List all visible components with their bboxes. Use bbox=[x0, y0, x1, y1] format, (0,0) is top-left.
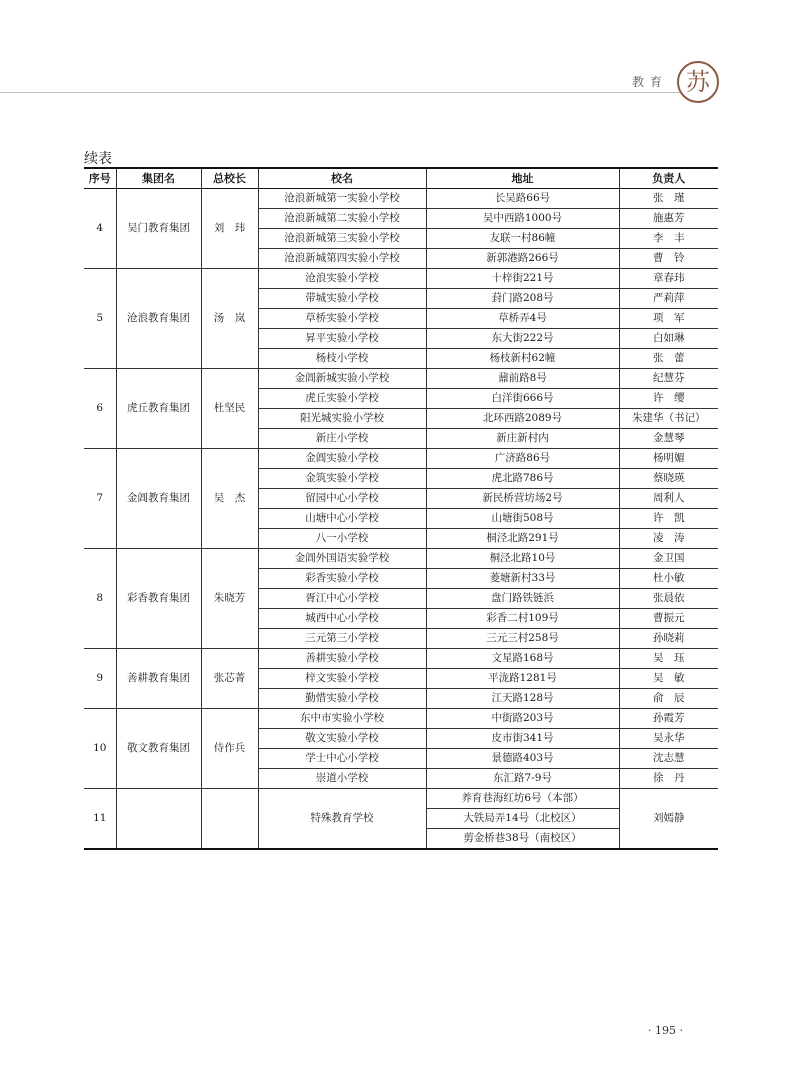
school-address: 长吴路66号 bbox=[426, 189, 619, 209]
school-head: 白如琳 bbox=[619, 329, 718, 349]
table-row bbox=[84, 449, 718, 469]
school-name: 金筑实验小学校 bbox=[258, 469, 426, 489]
school-head: 杜小敏 bbox=[619, 569, 718, 589]
school-head: 徐 丹 bbox=[619, 769, 718, 789]
school-head: 吴 敏 bbox=[619, 669, 718, 689]
school-address: 吴中西路1000号 bbox=[426, 209, 619, 229]
school-name: 金阊外国语实验学校 bbox=[258, 549, 426, 569]
school-address: 皮市街341号 bbox=[426, 729, 619, 749]
school-name: 新庄小学校 bbox=[258, 429, 426, 449]
group-number: 8 bbox=[84, 549, 116, 649]
school-name: 梓文实验小学校 bbox=[258, 669, 426, 689]
school-address: 广济路86号 bbox=[426, 449, 619, 469]
table-row bbox=[84, 649, 718, 669]
table-row bbox=[84, 549, 718, 569]
school-head: 沈志慧 bbox=[619, 749, 718, 769]
group-name bbox=[116, 789, 201, 850]
group-name: 虎丘教育集团 bbox=[116, 369, 201, 449]
table-row bbox=[84, 789, 718, 809]
table-row bbox=[84, 189, 718, 209]
school-address: 北环西路2089号 bbox=[426, 409, 619, 429]
school-name: 崇道小学校 bbox=[258, 769, 426, 789]
school-head: 李 丰 bbox=[619, 229, 718, 249]
group-number: 11 bbox=[84, 789, 116, 850]
school-head: 吴永华 bbox=[619, 729, 718, 749]
school-name: 八一小学校 bbox=[258, 529, 426, 549]
column-header-principal: 总校长 bbox=[201, 168, 258, 189]
school-group-table bbox=[84, 167, 718, 850]
column-header-address: 地址 bbox=[426, 168, 619, 189]
group-principal: 侍作兵 bbox=[201, 709, 258, 789]
group-principal: 刘 玮 bbox=[201, 189, 258, 269]
school-head: 张 瑾 bbox=[619, 189, 718, 209]
school-name: 沧浪新城第三实验小学校 bbox=[258, 229, 426, 249]
school-name: 昇平实验小学校 bbox=[258, 329, 426, 349]
school-head: 金慧琴 bbox=[619, 429, 718, 449]
school-address: 平泷路1281号 bbox=[426, 669, 619, 689]
group-principal: 朱晓芳 bbox=[201, 549, 258, 649]
group-number: 9 bbox=[84, 649, 116, 709]
school-address: 盘门路铁链浜 bbox=[426, 589, 619, 609]
school-address: 十梓街221号 bbox=[426, 269, 619, 289]
school-head: 许 缨 bbox=[619, 389, 718, 409]
school-name: 胥江中心小学校 bbox=[258, 589, 426, 609]
school-name: 留园中心小学校 bbox=[258, 489, 426, 509]
school-name: 善耕实验小学校 bbox=[258, 649, 426, 669]
group-principal: 张芯菁 bbox=[201, 649, 258, 709]
school-address: 杨枝新村62幢 bbox=[426, 349, 619, 369]
group-principal: 汤 岚 bbox=[201, 269, 258, 369]
school-address: 文星路168号 bbox=[426, 649, 619, 669]
group-name: 彩香教育集团 bbox=[116, 549, 201, 649]
table-row bbox=[84, 709, 718, 729]
school-name: 虎丘实验小学校 bbox=[258, 389, 426, 409]
school-address: 江天路128号 bbox=[426, 689, 619, 709]
school-address: 新民桥营坊场2号 bbox=[426, 489, 619, 509]
school-head: 孙晓莉 bbox=[619, 629, 718, 649]
school-name: 带城实验小学校 bbox=[258, 289, 426, 309]
column-header-school: 校名 bbox=[258, 168, 426, 189]
school-head: 俞 辰 bbox=[619, 689, 718, 709]
school-name: 山塘中心小学校 bbox=[258, 509, 426, 529]
school-address: 白洋街666号 bbox=[426, 389, 619, 409]
school-address: 鼐前路8号 bbox=[426, 369, 619, 389]
school-head: 曹 铃 bbox=[619, 249, 718, 269]
group-name: 吴门教育集团 bbox=[116, 189, 201, 269]
group-principal bbox=[201, 789, 258, 850]
school-name: 特殊教育学校 bbox=[258, 789, 426, 850]
column-header-group: 集团名 bbox=[116, 168, 201, 189]
header-rule bbox=[0, 92, 680, 93]
school-address: 桐泾北路10号 bbox=[426, 549, 619, 569]
school-head: 曹振元 bbox=[619, 609, 718, 629]
school-name: 勤惜实验小学校 bbox=[258, 689, 426, 709]
school-name: 东中市实验小学校 bbox=[258, 709, 426, 729]
group-principal: 杜坚民 bbox=[201, 369, 258, 449]
school-head: 吴 珏 bbox=[619, 649, 718, 669]
school-address: 景德路403号 bbox=[426, 749, 619, 769]
school-name: 城西中心小学校 bbox=[258, 609, 426, 629]
school-address: 剪金桥巷38号（南校区） bbox=[426, 829, 619, 850]
continued-label: 续表 bbox=[84, 151, 112, 167]
school-head: 张 蕾 bbox=[619, 349, 718, 369]
school-address: 中街路203号 bbox=[426, 709, 619, 729]
group-name: 敬文教育集团 bbox=[116, 709, 201, 789]
school-address: 彩香二村109号 bbox=[426, 609, 619, 629]
group-number: 4 bbox=[84, 189, 116, 269]
school-name: 金阊新城实验小学校 bbox=[258, 369, 426, 389]
group-name: 善耕教育集团 bbox=[116, 649, 201, 709]
school-head: 刘嫣静 bbox=[619, 789, 718, 850]
school-head: 朱建华（书记） bbox=[619, 409, 718, 429]
school-head: 许 凯 bbox=[619, 509, 718, 529]
table-row bbox=[84, 269, 718, 289]
school-name: 沧浪实验小学校 bbox=[258, 269, 426, 289]
school-head: 章春玮 bbox=[619, 269, 718, 289]
column-header-head: 负责人 bbox=[619, 168, 718, 189]
school-address: 山塘街508号 bbox=[426, 509, 619, 529]
table-row bbox=[84, 369, 718, 389]
school-address: 新郭港路266号 bbox=[426, 249, 619, 269]
school-name: 三元第三小学校 bbox=[258, 629, 426, 649]
table-header-row bbox=[84, 168, 718, 189]
school-address: 友联一村86幢 bbox=[426, 229, 619, 249]
school-address: 葑门路208号 bbox=[426, 289, 619, 309]
school-name: 敬文实验小学校 bbox=[258, 729, 426, 749]
group-number: 7 bbox=[84, 449, 116, 549]
school-name: 金阊实验小学校 bbox=[258, 449, 426, 469]
school-head: 蔡晓瑛 bbox=[619, 469, 718, 489]
school-address: 三元三村258号 bbox=[426, 629, 619, 649]
school-name: 沧浪新城第一实验小学校 bbox=[258, 189, 426, 209]
group-principal: 吴 杰 bbox=[201, 449, 258, 549]
page-number: · 195 · bbox=[648, 1024, 683, 1037]
school-name: 沧浪新城第四实验小学校 bbox=[258, 249, 426, 269]
school-head: 纪慧芬 bbox=[619, 369, 718, 389]
column-header-no: 序号 bbox=[84, 168, 116, 189]
school-address: 桐泾北路291号 bbox=[426, 529, 619, 549]
group-number: 6 bbox=[84, 369, 116, 449]
svg-text:苏: 苏 bbox=[686, 68, 710, 96]
school-name: 杨枝小学校 bbox=[258, 349, 426, 369]
school-address: 草桥弄4号 bbox=[426, 309, 619, 329]
school-head: 杨明媚 bbox=[619, 449, 718, 469]
school-head: 凌 涛 bbox=[619, 529, 718, 549]
school-address: 大铁局弄14号（北校区） bbox=[426, 809, 619, 829]
school-head: 孙霞芳 bbox=[619, 709, 718, 729]
school-head: 张晨依 bbox=[619, 589, 718, 609]
group-number: 5 bbox=[84, 269, 116, 369]
school-head: 周利人 bbox=[619, 489, 718, 509]
school-address: 东大街222号 bbox=[426, 329, 619, 349]
school-name: 草桥实验小学校 bbox=[258, 309, 426, 329]
group-name: 金阊教育集团 bbox=[116, 449, 201, 549]
school-address: 东汇路7-9号 bbox=[426, 769, 619, 789]
school-address: 虎北路786号 bbox=[426, 469, 619, 489]
school-name: 学士中心小学校 bbox=[258, 749, 426, 769]
group-name: 沧浪教育集团 bbox=[116, 269, 201, 369]
group-number: 10 bbox=[84, 709, 116, 789]
school-name: 彩香实验小学校 bbox=[258, 569, 426, 589]
section-label: 教育 bbox=[632, 75, 669, 89]
school-address: 养育巷海红坊6号（本部） bbox=[426, 789, 619, 809]
school-name: 沧浪新城第二实验小学校 bbox=[258, 209, 426, 229]
school-head: 严莉萍 bbox=[619, 289, 718, 309]
school-name: 阳光城实验小学校 bbox=[258, 409, 426, 429]
seal-logo-icon bbox=[676, 60, 720, 104]
school-head: 施惠芳 bbox=[619, 209, 718, 229]
school-head: 项 军 bbox=[619, 309, 718, 329]
school-address: 菱塘新村33号 bbox=[426, 569, 619, 589]
school-head: 金卫国 bbox=[619, 549, 718, 569]
school-address: 新庄新村内 bbox=[426, 429, 619, 449]
